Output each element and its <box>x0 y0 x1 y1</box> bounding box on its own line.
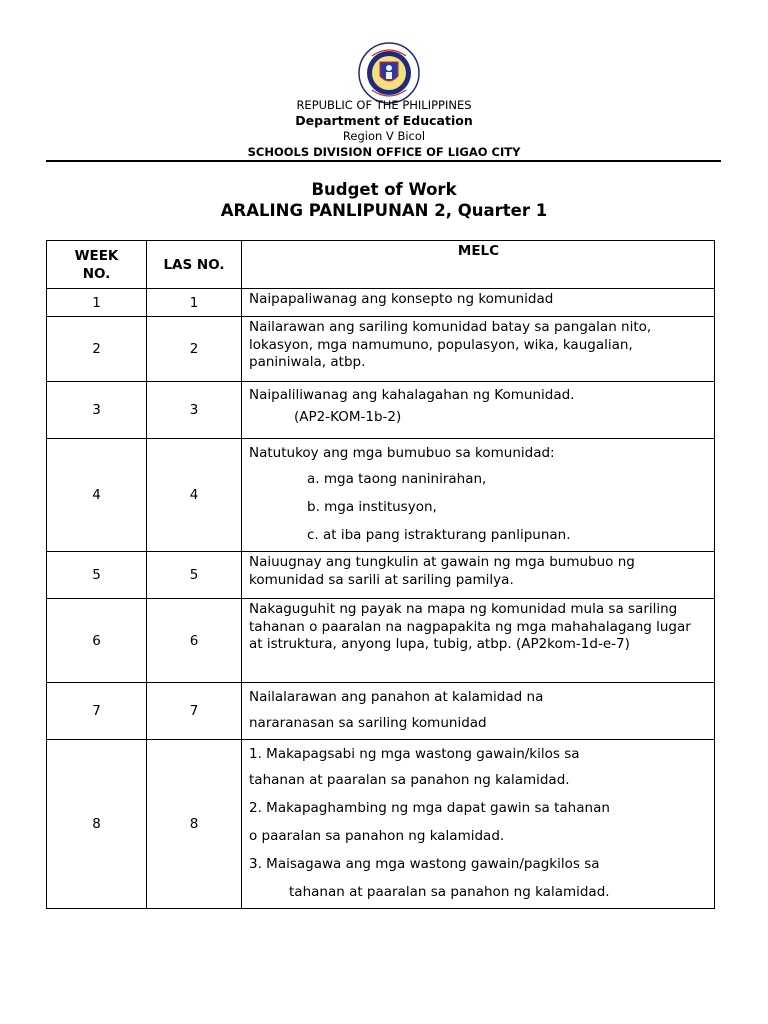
melc-cell <box>242 740 715 909</box>
table-row <box>47 683 715 740</box>
melc-cell <box>242 552 715 599</box>
las-cell: 2 <box>147 317 242 382</box>
melc-line: tahanan at paaralan sa panahon ng kalamidad. <box>289 884 610 900</box>
melc-cell <box>242 683 715 740</box>
las-cell: 1 <box>147 289 242 317</box>
melc-line: Nailarawan ang sariling komunidad batay sa pangalan nito, lokasyon, mga namumuno, populasyon, wika, kaugalian, paniniwala, atbp. <box>249 319 652 370</box>
melc-line: 3. Maisagawa ang mga wastong gawain/pagkilos sa <box>249 856 600 872</box>
melc-cell <box>242 317 715 382</box>
las-cell: 8 <box>147 740 242 909</box>
melc-line: o paaralan sa panahon ng kalamidad. <box>249 828 505 844</box>
melc-line: Natutukoy ang mga bumubuo sa komunidad: <box>249 445 555 461</box>
week-header <box>47 241 147 289</box>
melc-line: 2. Makapaghambing ng mga dapat gawin sa tahanan <box>249 800 610 816</box>
budget-of-work-table <box>46 240 715 909</box>
table-header-row <box>47 241 715 289</box>
document-subtitle: ARALING PANLIPUNAN 2, Quarter 1 <box>220 201 548 220</box>
las-cell: 4 <box>147 439 242 552</box>
melc-line: a. mga taong naninirahan, <box>307 471 487 487</box>
melc-line: Naiuugnay ang tungkulin at gawain ng mga bumubuo ng komunidad sa sarili at sariling pamilya. <box>249 554 635 588</box>
document-title: Budget of Work <box>311 180 457 199</box>
week-cell: 2 <box>47 317 147 382</box>
melc-cell <box>242 289 715 317</box>
las-cell: 3 <box>147 382 242 439</box>
week-cell: 6 <box>47 599 147 683</box>
melc-line: Nakaguguhit ng payak na mapa ng komunidad mula sa sariling tahanan o paaralan na nagpapakita ng mga mahahalagang lugar at istruktura, anyong lupa, tubig, atbp. (AP2kom-1d-e-7) <box>249 601 691 652</box>
melc-line: c. at iba pang istrakturang panlipunan. <box>307 527 571 543</box>
table-row <box>47 289 715 317</box>
header-republic: REPUBLIC OF THE PHILIPPINES <box>296 98 472 112</box>
melc-line: tahanan at paaralan sa panahon ng kalamidad. <box>249 772 570 788</box>
week-cell: 1 <box>47 289 147 317</box>
week-cell: 4 <box>47 439 147 552</box>
melc-cell <box>242 599 715 683</box>
las-cell: 5 <box>147 552 242 599</box>
melc-line: (AP2-KOM-1b-2) <box>294 409 402 425</box>
table-row <box>47 552 715 599</box>
las-cell: 7 <box>147 683 242 740</box>
las-header: LAS NO. <box>147 241 242 289</box>
week-header-label: WEEK NO. <box>74 247 119 282</box>
header-division: SCHOOLS DIVISION OFFICE OF LIGAO CITY <box>247 145 521 159</box>
melc-header: MELC <box>242 241 715 289</box>
table-row <box>47 317 715 382</box>
header-divider <box>46 160 721 162</box>
header-region: Region V Bicol <box>342 129 426 143</box>
week-cell: 5 <box>47 552 147 599</box>
deped-seal <box>358 42 420 104</box>
header-department: Department of Education <box>295 113 473 128</box>
table-row <box>47 439 715 552</box>
melc-cell <box>242 382 715 439</box>
melc-line: 1. Makapagsabi ng mga wastong gawain/kilos sa <box>249 746 580 762</box>
melc-line: Nailalarawan ang panahon at kalamidad na <box>249 689 544 705</box>
melc-line: b. mga institusyon, <box>307 499 437 515</box>
week-cell: 7 <box>47 683 147 740</box>
week-cell: 3 <box>47 382 147 439</box>
melc-line: Naipaliliwanag ang kahalagahan ng Komunidad. <box>249 387 575 403</box>
melc-line: nararanasan sa sariling komunidad <box>249 715 487 731</box>
las-cell: 6 <box>147 599 242 683</box>
melc-cell <box>242 439 715 552</box>
table-row <box>47 382 715 439</box>
table-row <box>47 740 715 909</box>
melc-line: Naipapaliwanag ang konsepto ng komunidad <box>249 291 554 307</box>
week-cell: 8 <box>47 740 147 909</box>
table-row <box>47 599 715 683</box>
